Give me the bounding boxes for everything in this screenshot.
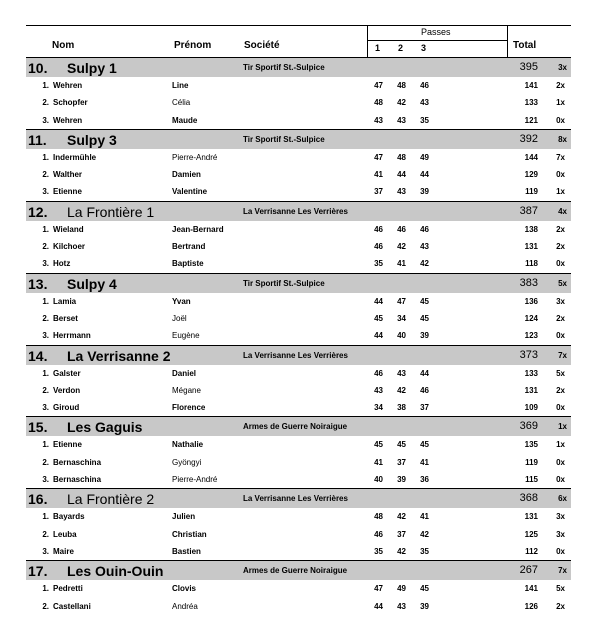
member-position: 2. (42, 457, 49, 467)
passes-left-rule (367, 25, 368, 57)
member-position: 2. (42, 170, 49, 180)
member-pass-2: 44 (397, 170, 406, 180)
member-nom: Wehren (53, 115, 83, 125)
member-pass-3: 46 (420, 81, 429, 90)
member-pass-3: 36 (420, 475, 429, 485)
member-position: 3. (42, 187, 49, 197)
member-position: 3. (42, 403, 49, 413)
member-pass-3: 37 (420, 403, 429, 413)
member-pass-1: 40 (374, 475, 383, 485)
member-pass-3: 49 (420, 152, 429, 162)
member-total: 141 (524, 81, 538, 90)
member-pass-2: 40 (397, 331, 406, 341)
member-position: 1. (42, 584, 49, 594)
member-row (26, 255, 571, 272)
team-societe: Armes de Guerre Noiraigue (243, 566, 348, 576)
member-row (26, 543, 571, 560)
member-prenom: Eugène (172, 331, 200, 341)
member-nom: Galster (53, 368, 81, 378)
member-pass-3: 46 (420, 224, 429, 234)
member-row (26, 310, 571, 327)
member-row (26, 94, 571, 111)
member-position: 1. (42, 440, 49, 450)
member-position: 3. (42, 115, 49, 125)
member-position: 2. (42, 242, 49, 252)
team-rank: 14. (28, 347, 48, 364)
member-row (26, 399, 571, 416)
header-pass-3: 3 (421, 43, 427, 53)
member-row (26, 365, 571, 382)
member-pass-2: 37 (397, 529, 406, 539)
member-x-count: 1x (556, 98, 565, 108)
member-x-count: 3x (556, 529, 565, 539)
member-pass-1: 41 (374, 457, 383, 467)
member-total: 144 (524, 152, 538, 162)
member-prenom: Pierre-André (172, 152, 218, 162)
member-nom: Giroud (53, 403, 80, 413)
member-pass-1: 45 (374, 440, 383, 450)
member-position: 1. (42, 296, 49, 306)
member-pass-1: 45 (374, 313, 383, 323)
team-x-count: 4x (558, 206, 567, 216)
member-pass-1: 46 (374, 368, 383, 378)
member-pass-1: 44 (374, 601, 383, 611)
member-nom: Wieland (53, 224, 84, 234)
member-total: 118 (525, 259, 538, 269)
member-pass-2: 34 (397, 313, 406, 323)
header-passes: Passes (421, 27, 451, 37)
member-total: 129 (524, 170, 538, 180)
member-pass-1: 46 (374, 529, 383, 539)
member-x-count: 2x (556, 81, 565, 90)
member-total: 121 (524, 115, 538, 125)
member-nom: Leuba (53, 529, 77, 539)
member-pass-1: 35 (374, 259, 383, 269)
team-rank: 10. (28, 60, 48, 76)
member-pass-2: 43 (397, 368, 406, 378)
member-row (26, 454, 571, 471)
member-nom: Bernaschina (53, 475, 102, 485)
member-x-count: 2x (556, 385, 565, 395)
team-societe: Armes de Guerre Noiraigue (243, 422, 348, 432)
member-nom: Castellani (53, 601, 91, 611)
member-pass-1: 47 (374, 152, 383, 162)
team-name: Les Ouin-Ouin (67, 563, 164, 580)
member-prenom: Christian (172, 529, 207, 539)
header-top-rule (26, 25, 571, 26)
member-pass-3: 42 (420, 529, 429, 539)
member-pass-1: 47 (374, 81, 383, 90)
member-nom: Maire (53, 546, 74, 556)
member-position: 3. (42, 331, 49, 341)
member-pass-3: 42 (420, 259, 429, 269)
team-name: La Frontière 1 (67, 203, 155, 220)
member-total: 119 (525, 457, 538, 467)
member-position: 1. (42, 224, 49, 234)
team-x-count: 7x (558, 350, 567, 360)
member-nom: Bayards (53, 512, 85, 522)
member-pass-3: 35 (420, 115, 429, 125)
team-total: 369 (519, 420, 538, 433)
member-total: 135 (524, 440, 538, 450)
team-total: 368 (519, 492, 538, 505)
member-x-count: 7x (556, 152, 565, 162)
member-total: 136 (524, 296, 538, 306)
team-header (26, 129, 571, 149)
member-pass-1: 44 (374, 296, 383, 306)
member-row (26, 436, 571, 453)
member-nom: Lamia (53, 296, 77, 306)
member-position: 1. (42, 81, 49, 90)
member-pass-3: 41 (420, 512, 429, 522)
member-x-count: 2x (556, 242, 565, 252)
member-prenom: Gyöngyi (172, 457, 202, 467)
member-pass-1: 46 (374, 242, 383, 252)
member-nom: Verdon (53, 385, 81, 395)
member-x-count: 0x (556, 115, 565, 125)
member-row (26, 183, 571, 200)
member-prenom: Florence (172, 403, 206, 413)
team-rank: 13. (28, 275, 48, 292)
member-pass-1: 43 (374, 115, 383, 125)
member-pass-1: 46 (374, 224, 383, 234)
team-header (26, 416, 571, 436)
header-prenom: Prénom (174, 40, 212, 51)
member-prenom: Jean-Bernard (172, 224, 224, 234)
member-nom: Walther (53, 170, 83, 180)
team-header (26, 273, 571, 293)
member-nom: Hotz (53, 259, 71, 269)
member-x-count: 0x (556, 403, 565, 413)
member-prenom: Yvan (172, 296, 191, 306)
member-pass-2: 42 (397, 512, 406, 522)
team-rank: 11. (28, 131, 47, 148)
member-pass-1: 47 (374, 584, 383, 594)
member-pass-3: 43 (420, 98, 429, 108)
team-name: Sulpy 4 (67, 275, 117, 292)
member-nom: Etienne (53, 440, 82, 450)
member-nom: Kilchoer (53, 242, 86, 252)
member-nom: Schopfer (53, 98, 88, 108)
member-row (26, 471, 571, 488)
team-total: 392 (519, 132, 538, 145)
member-total: 131 (524, 242, 538, 252)
member-x-count: 3x (556, 296, 565, 306)
member-position: 2. (42, 385, 49, 395)
team-societe: Tir Sportif St.-Sulpice (243, 278, 325, 288)
member-prenom: Julien (172, 512, 196, 522)
member-pass-3: 39 (420, 331, 429, 341)
team-header (26, 57, 571, 77)
member-pass-2: 43 (397, 187, 406, 197)
member-pass-3: 35 (420, 546, 429, 556)
team-total: 387 (519, 204, 538, 217)
member-row (26, 580, 571, 597)
member-position: 1. (42, 512, 49, 522)
member-pass-1: 35 (374, 546, 383, 556)
team-total: 383 (519, 276, 538, 289)
member-nom: Berset (53, 313, 78, 323)
member-pass-2: 43 (397, 601, 406, 611)
member-row (26, 166, 571, 183)
member-position: 3. (42, 259, 49, 269)
member-x-count: 2x (556, 313, 565, 323)
member-total: 138 (524, 224, 538, 234)
team-name: La Frontière 2 (67, 491, 155, 508)
member-pass-3: 46 (420, 385, 429, 395)
member-x-count: 2x (556, 224, 565, 234)
member-pass-2: 43 (397, 115, 406, 125)
member-prenom: Valentine (172, 187, 208, 197)
table-header (26, 25, 571, 57)
member-prenom: Nathalie (172, 440, 204, 450)
member-prenom: Damien (172, 170, 201, 180)
team-name: Sulpy 1 (67, 60, 117, 76)
member-pass-1: 44 (374, 331, 383, 341)
member-position: 2. (42, 98, 49, 108)
member-pass-2: 48 (397, 81, 406, 90)
team-societe: Tir Sportif St.-Sulpice (243, 134, 325, 144)
member-pass-3: 39 (420, 601, 429, 611)
member-pass-3: 45 (420, 584, 429, 594)
member-pass-1: 48 (374, 98, 383, 108)
member-x-count: 5x (556, 584, 565, 594)
member-position: 2. (42, 601, 49, 611)
team-name: Les Gaguis (67, 419, 143, 436)
member-prenom: Bastien (172, 546, 201, 556)
passes-right-rule (507, 25, 508, 57)
member-total: 133 (524, 368, 538, 378)
member-row (26, 112, 571, 129)
header-societe: Société (244, 40, 280, 51)
member-pass-2: 42 (397, 242, 406, 252)
member-pass-1: 41 (374, 170, 383, 180)
passes-mid-rule (367, 40, 507, 41)
member-row (26, 77, 571, 94)
member-pass-1: 43 (374, 385, 383, 395)
team-x-count: 3x (558, 63, 567, 72)
member-total: 125 (524, 529, 538, 539)
member-x-count: 0x (556, 259, 565, 269)
member-total: 123 (524, 331, 538, 341)
header-pass-2: 2 (398, 43, 404, 53)
member-pass-3: 45 (420, 440, 429, 450)
member-x-count: 1x (556, 440, 565, 450)
member-total: 131 (524, 385, 538, 395)
team-rank: 17. (28, 563, 48, 580)
member-pass-2: 49 (397, 584, 406, 594)
member-pass-2: 41 (397, 259, 406, 269)
team-rank: 12. (28, 203, 48, 220)
member-prenom: Célia (172, 98, 191, 108)
member-row (26, 238, 571, 255)
team-header (26, 201, 571, 221)
team-x-count: 1x (558, 422, 567, 432)
member-total: 112 (525, 546, 538, 556)
member-x-count: 0x (556, 475, 565, 485)
member-pass-2: 42 (397, 98, 406, 108)
team-x-count: 5x (558, 278, 567, 288)
member-x-count: 0x (556, 546, 565, 556)
team-x-count: 7x (558, 566, 567, 576)
member-prenom: Mégane (172, 385, 201, 395)
team-x-count: 8x (558, 134, 567, 144)
member-x-count: 0x (556, 331, 565, 341)
team-name: Sulpy 3 (67, 131, 117, 148)
member-row (26, 598, 571, 615)
member-nom: Pedretti (53, 584, 83, 594)
member-pass-2: 37 (397, 457, 406, 467)
team-rank: 15. (28, 419, 48, 436)
member-position: 3. (42, 546, 49, 556)
header-total: Total (513, 40, 537, 51)
team-societe: La Verrisanne Les Verrières (243, 206, 348, 216)
member-pass-3: 44 (420, 170, 429, 180)
member-prenom: Line (172, 81, 189, 90)
member-prenom: Pierre-André (172, 475, 218, 485)
member-pass-3: 45 (420, 296, 429, 306)
team-name: La Verrisanne 2 (67, 347, 171, 364)
team-header (26, 345, 571, 365)
member-row (26, 327, 571, 344)
member-pass-1: 48 (374, 512, 383, 522)
member-x-count: 5x (556, 368, 565, 378)
member-pass-2: 47 (397, 296, 406, 306)
member-nom: Indermühle (53, 152, 97, 162)
member-row (26, 508, 571, 525)
ranking-sheet (26, 25, 571, 615)
member-pass-3: 39 (420, 187, 429, 197)
team-x-count: 6x (558, 494, 567, 504)
member-total: 119 (525, 187, 538, 197)
member-row (26, 382, 571, 399)
member-prenom: Bertrand (172, 242, 206, 252)
header-pass-1: 1 (375, 43, 381, 53)
team-header (26, 488, 571, 508)
member-x-count: 0x (556, 457, 565, 467)
member-prenom: Maude (172, 115, 198, 125)
member-pass-1: 34 (374, 403, 383, 413)
team-societe: La Verrisanne Les Verrières (243, 350, 348, 360)
team-header (26, 560, 571, 580)
member-row (26, 221, 571, 238)
member-total: 115 (525, 475, 538, 485)
header-nom: Nom (52, 40, 75, 51)
team-total: 395 (519, 61, 538, 73)
member-pass-2: 38 (397, 403, 406, 413)
member-prenom: Joël (172, 313, 187, 323)
member-row (26, 526, 571, 543)
teams-list (26, 57, 571, 615)
member-total: 124 (524, 313, 538, 323)
member-row (26, 149, 571, 166)
member-position: 3. (42, 475, 49, 485)
member-row (26, 293, 571, 310)
member-nom: Bernaschina (53, 457, 102, 467)
member-total: 109 (524, 403, 538, 413)
member-pass-2: 42 (397, 546, 406, 556)
team-total: 373 (519, 348, 538, 361)
member-position: 2. (42, 529, 49, 539)
member-total: 126 (524, 601, 538, 611)
member-pass-3: 41 (420, 457, 429, 467)
member-pass-2: 45 (397, 440, 406, 450)
member-total: 133 (524, 98, 538, 108)
member-prenom: Daniel (172, 368, 197, 378)
member-x-count: 3x (556, 512, 565, 522)
team-total: 267 (519, 564, 538, 577)
member-prenom: Andréa (172, 601, 198, 611)
member-pass-3: 45 (420, 313, 429, 323)
member-position: 1. (42, 368, 49, 378)
member-nom: Herrmann (53, 331, 91, 341)
member-total: 141 (524, 584, 538, 594)
team-rank: 16. (28, 491, 48, 508)
member-pass-2: 42 (397, 385, 406, 395)
member-total: 131 (524, 512, 538, 522)
member-position: 2. (42, 313, 49, 323)
member-pass-3: 44 (420, 368, 429, 378)
team-societe: La Verrisanne Les Verrières (243, 494, 348, 504)
member-pass-3: 43 (420, 242, 429, 252)
member-pass-1: 37 (374, 187, 383, 197)
member-x-count: 1x (556, 187, 565, 197)
member-pass-2: 39 (397, 475, 406, 485)
team-societe: Tir Sportif St.-Sulpice (243, 63, 325, 72)
member-pass-2: 46 (397, 224, 406, 234)
member-pass-2: 48 (397, 152, 406, 162)
member-prenom: Baptiste (172, 259, 204, 269)
member-x-count: 2x (556, 601, 565, 611)
member-nom: Wehren (53, 81, 83, 90)
member-x-count: 0x (556, 170, 565, 180)
member-position: 1. (42, 152, 49, 162)
member-nom: Etienne (53, 187, 82, 197)
member-prenom: Clovis (172, 584, 197, 594)
